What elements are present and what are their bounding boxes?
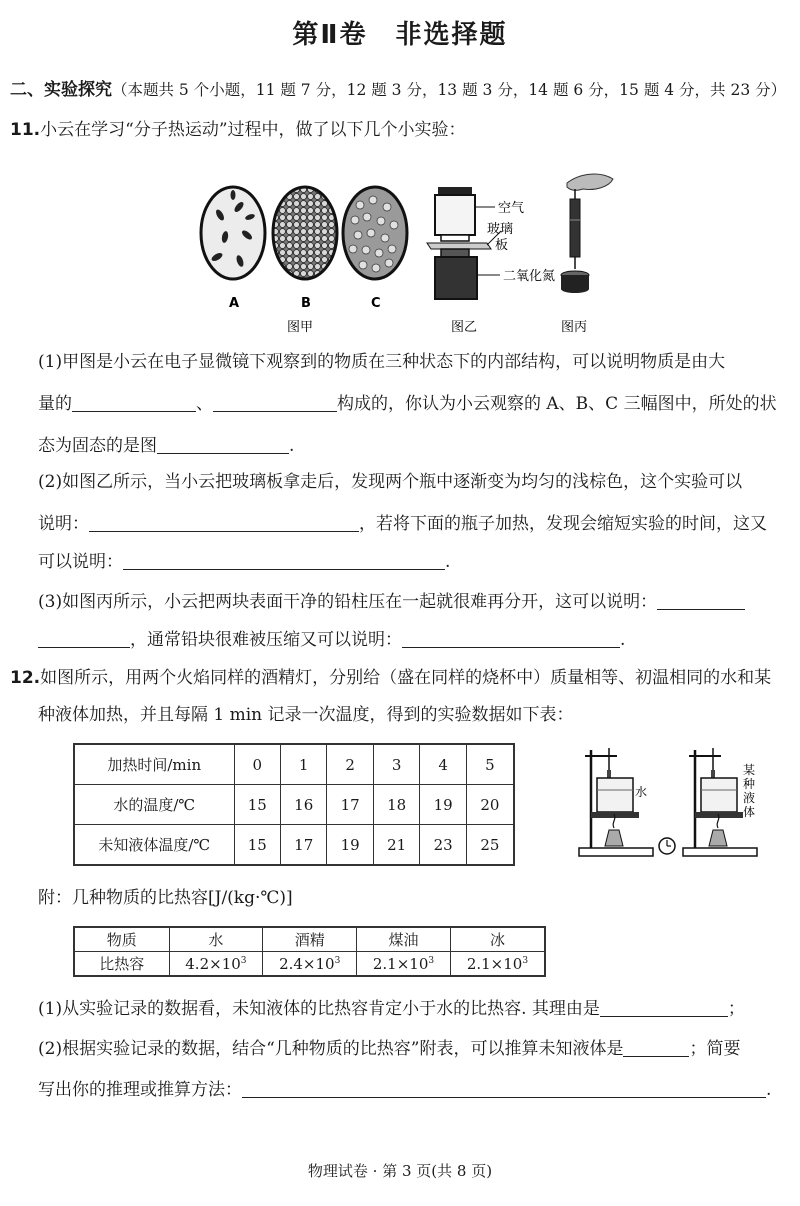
heat-value: 2.1×10 <box>372 954 429 973</box>
q12-p2-line2 <box>38 1078 771 1102</box>
specific-heat-table <box>73 926 546 977</box>
answer-blank-1[interactable] <box>72 393 196 412</box>
table-row <box>74 785 514 825</box>
q11-p3-line2 <box>38 628 625 652</box>
table-row <box>74 744 514 785</box>
label-fig-bing: 图丙 <box>561 320 588 335</box>
table-cell: 17 <box>280 825 326 866</box>
q12-p1-line <box>38 997 745 1021</box>
label-water: 水 <box>635 785 648 799</box>
table-row <box>74 825 514 866</box>
q12-number: 12. <box>10 668 41 688</box>
q11-p1-end: . <box>289 436 295 456</box>
answer-blank-9[interactable] <box>623 1038 689 1057</box>
table-cell: 2 <box>327 744 373 785</box>
heat-header-cell: 煤油 <box>357 927 451 952</box>
micro-structure-c <box>343 187 407 279</box>
heat-exponent: 3 <box>240 955 247 966</box>
q11-p2-line3 <box>38 550 450 574</box>
q11-p3-line1 <box>38 590 745 614</box>
table-cell: 15 <box>234 825 280 866</box>
q11-p2-text-b: ，若将下面的瓶子加热，发现会缩短实验的时间，这又 <box>359 514 767 534</box>
callout-no2: 二氧化氮 <box>503 269 556 284</box>
section-note: （本题共 5 个小题，11 题 7 分，12 题 3 分，13 题 3 分，14 题 6 分，15 题 4 分，共 23 分） <box>112 81 787 99</box>
label-liquid-4: 体 <box>743 805 756 819</box>
heat-value: 2.4×10 <box>279 954 335 973</box>
table-cell: 16 <box>280 785 326 825</box>
heat-value: 4.2×10 <box>185 954 241 973</box>
q11-stem: 小云在学习“分子热运动”过程中，做了以下几个小实验： <box>40 120 466 140</box>
heat-exponent: 3 <box>428 955 435 966</box>
callout-glass-2: 板 <box>495 238 509 253</box>
page-title: 第Ⅱ卷 非选择题 <box>292 20 508 50</box>
section-heading <box>10 78 786 102</box>
answer-blank-2[interactable] <box>213 393 337 412</box>
section-title: 二、实验探究 <box>10 80 112 100</box>
answer-blank-7[interactable] <box>402 629 620 648</box>
temperature-table <box>73 743 515 866</box>
table-cell: 18 <box>373 785 419 825</box>
q11-p2-text-a: 说明： <box>38 514 89 534</box>
heat-value-cell <box>263 952 357 977</box>
table-cell: 15 <box>234 785 280 825</box>
table-cell: 23 <box>420 825 466 866</box>
water-apparatus <box>579 748 653 856</box>
q11-p1-text-a: 量的 <box>38 394 72 414</box>
heating-apparatus-figure <box>575 742 775 864</box>
table-row-label: 加热时间/min <box>74 744 234 785</box>
stopwatch-icon <box>659 838 675 854</box>
heat-value-cell <box>450 952 545 977</box>
q11-stem-line <box>10 118 466 142</box>
table-cell: 21 <box>373 825 419 866</box>
table-cell: 1 <box>280 744 326 785</box>
answer-blank-4[interactable] <box>89 513 359 532</box>
q12-stem-line2: 种液体加热，并且每隔 1 min 记录一次温度，得到的实验数据如下表： <box>38 705 574 725</box>
label-fig-jia: 图甲 <box>287 320 314 335</box>
heat-header-cell: 物质 <box>74 927 169 952</box>
table-cell: 17 <box>327 785 373 825</box>
micro-structure-b <box>273 187 337 279</box>
q11-p3-text-a: (3)如图丙所示，小云把两块表面干净的铅柱压在一起就很难再分开，这可以说明： <box>38 592 658 612</box>
q11-p2-end: . <box>445 552 451 572</box>
q12-p2-text-c: 写出你的推理或推算方法： <box>38 1080 242 1100</box>
table-cell: 19 <box>420 785 466 825</box>
q11-p3-end: . <box>620 630 626 650</box>
q12-p2-line1 <box>38 1037 740 1061</box>
q11-number: 11. <box>10 120 41 140</box>
heat-table-header <box>74 927 545 952</box>
table-row-label: 水的温度/℃ <box>74 785 234 825</box>
heat-value: 2.1×10 <box>466 954 523 973</box>
q11-p2-line1: (2)如图乙所示，当小云把玻璃板拿走后，发现两个瓶中逐渐变为均匀的浅棕色，这个实验可以 <box>38 472 743 492</box>
micro-structure-a <box>201 187 265 279</box>
table-cell: 25 <box>466 825 514 866</box>
heat-value-cell <box>357 952 451 977</box>
table-cell: 4 <box>420 744 466 785</box>
q12-p1-end: ； <box>727 999 745 1019</box>
answer-blank-5[interactable] <box>123 551 445 570</box>
heat-row-label: 比热容 <box>74 952 169 977</box>
label-c: C <box>371 296 381 311</box>
label-a: A <box>229 296 240 311</box>
diffusion-bottles <box>427 187 491 299</box>
table-row-label: 未知液体温度/℃ <box>74 825 234 866</box>
q11-p2-line2 <box>38 512 767 536</box>
q11-p1-line3 <box>38 434 294 458</box>
q12-stem1: 如图所示，用两个火焰同样的酒精灯，分别给（盛在同样的烧杯中）质量相等、初温相同的水和某 <box>40 668 772 688</box>
q12-p2-end: . <box>766 1080 772 1100</box>
q11-figure <box>195 165 625 340</box>
heat-exponent: 3 <box>334 955 341 966</box>
appendix-title: 附：几种物质的比热容[J/(kg·℃)] <box>38 888 293 908</box>
q11-p1-text-b: 构成的，你认为小云观察的 A、B、C 三幅图中，所处的状 <box>337 394 777 414</box>
heat-value-cell <box>169 952 263 977</box>
answer-blank-6[interactable] <box>657 591 745 610</box>
q11-p2-text-c: 可以说明： <box>38 552 123 572</box>
answer-blank-6b[interactable] <box>38 629 130 648</box>
q11-p1-line1: (1)甲图是小云在电子显微镜下观察到的物质在三种状态下的内部结构，可以说明物质是由大 <box>38 352 726 372</box>
page-footer: 物理试卷 · 第 3 页(共 8 页) <box>307 1162 493 1180</box>
q12-p2-text-b: ；简要 <box>689 1039 741 1059</box>
label-liquid-2: 种 <box>743 777 756 791</box>
q11-p1-sep: 、 <box>196 394 213 414</box>
callout-glass-1: 玻璃 <box>487 222 514 237</box>
q11-p1-text-c: 态为固态的是图 <box>38 436 157 456</box>
heat-exponent: 3 <box>522 955 529 966</box>
q11-p3-text-b: ，通常铅块很难被压缩又可以说明： <box>130 630 402 650</box>
heat-header-cell: 水 <box>169 927 263 952</box>
q12-p2-text-a: (2)根据实验记录的数据，结合“几种物质的比热容”附表，可以推算未知液体是 <box>38 1039 624 1059</box>
table-cell: 3 <box>373 744 419 785</box>
callout-air: 空气 <box>498 201 525 216</box>
answer-blank-3[interactable] <box>157 435 289 454</box>
heat-header-cell: 冰 <box>450 927 545 952</box>
q12-stem-line1 <box>10 666 771 690</box>
lead-cylinders <box>561 174 613 293</box>
label-liquid-1: 某 <box>743 763 756 777</box>
heat-header-cell: 酒精 <box>263 927 357 952</box>
table-cell: 5 <box>466 744 514 785</box>
heat-table-row <box>74 952 545 977</box>
table-cell: 0 <box>234 744 280 785</box>
answer-blank-8[interactable] <box>600 998 728 1017</box>
label-b: B <box>301 296 311 311</box>
table-cell: 19 <box>327 825 373 866</box>
q12-p1-text: (1)从实验记录的数据看，未知液体的比热容肯定小于水的比热容. 其理由是 <box>38 999 600 1019</box>
answer-blank-10[interactable] <box>242 1079 766 1098</box>
q11-p1-line2 <box>38 392 777 416</box>
table-cell: 20 <box>466 785 514 825</box>
label-fig-yi: 图乙 <box>451 320 478 335</box>
label-liquid-3: 液 <box>743 791 756 805</box>
